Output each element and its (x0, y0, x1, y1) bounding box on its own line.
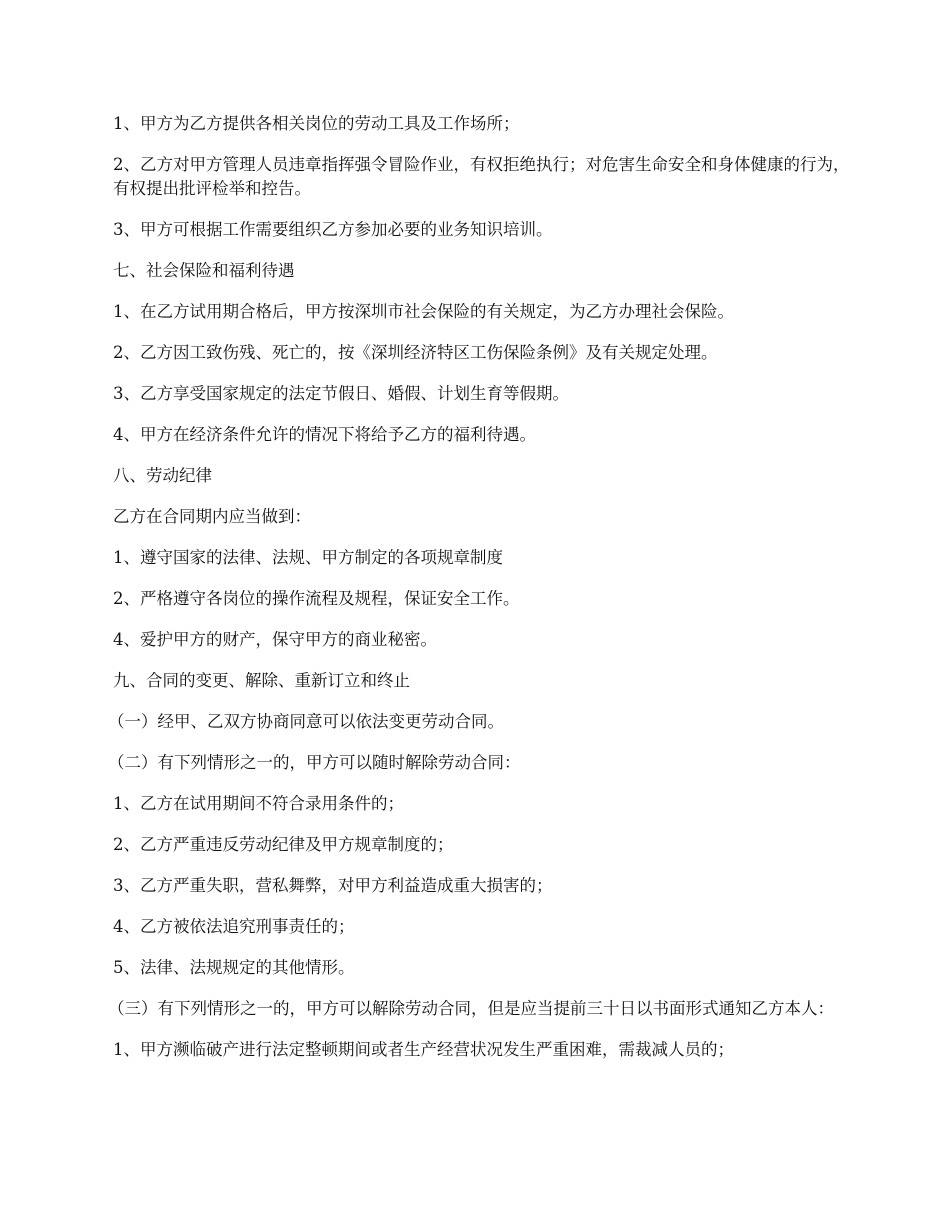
paragraph: 1、甲方为乙方提供各相关岗位的劳动工具及工作场所； (113, 114, 520, 133)
paragraph: 1、在乙方试用期合格后，甲方按深圳市社会保险的有关规定，为乙方办理社会保险。 (113, 302, 734, 321)
paragraph: 2、乙方因工致伤残、死亡的，按《深圳经济特区工伤保险条例》及有关规定处理。 (113, 343, 718, 362)
section-heading: 七、社会保险和福利待遇 (113, 261, 295, 280)
paragraph: 4、爱护甲方的财产，保守甲方的商业秘密。 (113, 630, 437, 649)
section-heading: 八、劳动纪律 (113, 466, 212, 485)
paragraph: （一）经甲、乙双方协商同意可以依法变更劳动合同。 (108, 712, 504, 731)
paragraph: 1、乙方在试用期间不符合录用条件的； (113, 794, 404, 813)
paragraph: 2、乙方严重违反劳动纪律及甲方规章制度的； (113, 835, 454, 854)
paragraph: 5、法律、法规规定的其他情形。 (113, 958, 355, 977)
paragraph: 3、乙方严重失职，营私舞弊，对甲方利益造成重大损害的； (113, 876, 553, 895)
paragraph: 2、严格遵守各岗位的操作流程及规程，保证安全工作。 (113, 589, 520, 608)
paragraph: 1、遵守国家的法律、法规、甲方制定的各项规章制度 (113, 548, 503, 567)
paragraph: 3、甲方可根据工作需要组织乙方参加必要的业务知识培训。 (113, 220, 553, 239)
paragraph: 4、甲方在经济条件允许的情况下将给予乙方的福利待遇。 (113, 425, 536, 444)
paragraph: （三）有下列情形之一的，甲方可以解除劳动合同，但是应当提前三十日以书面形式通知乙方本人： (108, 999, 834, 1018)
paragraph: 4、乙方被依法追究刑事责任的； (113, 917, 355, 936)
paragraph: 1、甲方濒临破产进行法定整顿期间或者生产经营状况发生严重困难，需裁减人员的； (113, 1040, 734, 1059)
paragraph: 3、乙方享受国家规定的法定节假日、婚假、计划生育等假期。 (113, 384, 569, 403)
section-heading: 九、合同的变更、解除、重新订立和终止 (113, 671, 410, 690)
document-body (108, 112, 853, 1079)
paragraph: 2、乙方对甲方管理人员违章指挥强令冒险作业，有权拒绝执行；对危害生命安全和身体健康的行为，有权提出批评检举和控告。 (113, 155, 850, 198)
paragraph: 乙方在合同期内应当做到： (113, 507, 311, 526)
paragraph: （二）有下列情形之一的，甲方可以随时解除劳动合同： (108, 753, 521, 772)
